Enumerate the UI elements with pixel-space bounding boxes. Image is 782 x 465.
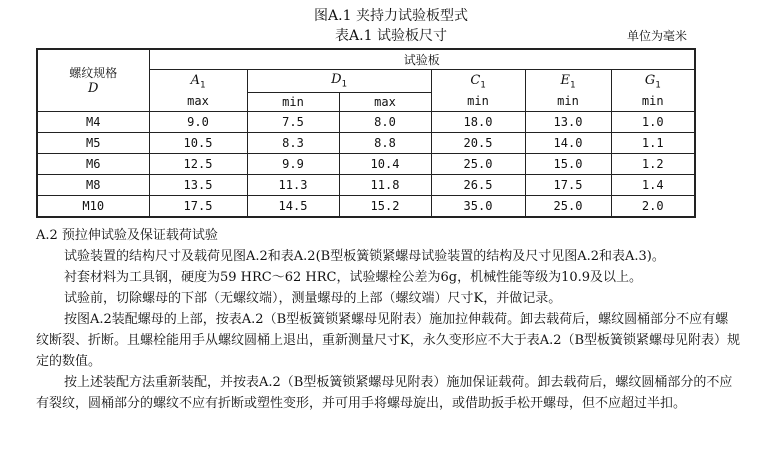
- cell-g: 1.4: [611, 175, 695, 196]
- col-dmin-header: min: [247, 93, 339, 112]
- table-caption: 表A.1 试验板尺寸: [335, 28, 447, 44]
- cell-e: 25.0: [525, 196, 611, 218]
- unit-note: 单位为毫米: [626, 29, 687, 43]
- col-a-header: [149, 70, 247, 112]
- col-c-symbol: C: [470, 72, 481, 88]
- paragraph: 试验前，切除螺母的下部（无螺纹端），测量螺母的上部（螺纹端）尺寸K，并做记录。: [64, 291, 562, 306]
- cell-spec: M5: [37, 133, 149, 154]
- col-e-sub: 1: [570, 80, 576, 91]
- figure-caption: 图A.1 夹持力试验板型式: [314, 8, 468, 24]
- col-g-qual: min: [641, 94, 664, 109]
- spec-header-symbol: D: [88, 80, 99, 96]
- cell-spec: M10: [37, 196, 149, 218]
- paragraph: 试验装置的结构尺寸及载荷见图A.2和表A.2(B型板簧锁紧螺母试验装置的结构及尺寸见图A.2和表A.3)。: [64, 249, 665, 264]
- cell-dmin: 11.3: [247, 175, 339, 196]
- col-d-sub: 1: [341, 79, 347, 90]
- cell-dmax: 15.2: [339, 196, 431, 218]
- cell-spec: M4: [37, 112, 149, 133]
- section-body: [36, 225, 741, 414]
- cell-g: 1.2: [611, 154, 695, 175]
- cell-a: 9.0: [149, 112, 247, 133]
- cell-g: 1.0: [611, 112, 695, 133]
- paragraph: 按图A.2装配螺母的上部，按表A.2（B型板簧锁紧螺母见附表）施加拉伸载荷。卸去载荷后，螺纹圆桶部分不应有螺纹断裂、折断。且螺栓能用手从螺纹圆桶上退出，重新测量尺寸K，永久变形应不大于表A.2（B型板簧锁紧螺母见附表）规定的数值。: [36, 312, 741, 369]
- table-row: [37, 133, 695, 154]
- cell-dmax: 10.4: [339, 154, 431, 175]
- cell-spec: M8: [37, 175, 149, 196]
- col-d-header: [247, 70, 431, 93]
- cell-c: 25.0: [431, 154, 525, 175]
- col-a-sub: 1: [199, 80, 206, 91]
- cell-e: 13.0: [525, 112, 611, 133]
- col-d-symbol: D: [331, 72, 342, 88]
- table-row: [37, 175, 695, 196]
- table-row: [37, 154, 695, 175]
- col-dmax-header: max: [339, 93, 431, 112]
- cell-c: 26.5: [431, 175, 525, 196]
- test-plate-size-table: [36, 48, 696, 218]
- col-c-sub: 1: [480, 80, 486, 91]
- col-a-qual: max: [187, 94, 209, 109]
- cell-e: 17.5: [525, 175, 611, 196]
- cell-dmax: 8.8: [339, 133, 431, 154]
- section-heading: A.2 预拉伸试验及保证载荷试验: [36, 228, 218, 243]
- col-g-sub: 1: [655, 80, 661, 91]
- cell-dmin: 7.5: [247, 112, 339, 133]
- col-c-qual: min: [467, 94, 489, 109]
- cell-c: 35.0: [431, 196, 525, 218]
- spec-header-label: 螺纹规格: [69, 65, 118, 80]
- col-g-header: [611, 70, 695, 112]
- col-e-symbol: E: [560, 72, 571, 88]
- paragraph: 按上述装配方法重新装配，并按表A.2（B型板簧锁紧螺母见附表）施加保证载荷。卸去载荷后，螺纹圆桶部分的不应有裂纹，圆桶部分的螺纹不应有折断或塑性变形，并可用手将螺母旋出，或借助扳手松开螺母，但不应超过半扣。: [36, 375, 733, 411]
- col-a-symbol: A: [190, 72, 200, 88]
- group-header-cell: 试验板: [149, 49, 695, 70]
- cell-a: 17.5: [149, 196, 247, 218]
- paragraph: 衬套材料为工具钢，硬度为59 HRC～62 HRC，试验螺栓公差为6g，机械性能等级为10.9及以上。: [64, 270, 643, 285]
- cell-e: 15.0: [525, 154, 611, 175]
- cell-dmax: 8.0: [339, 112, 431, 133]
- cell-dmin: 14.5: [247, 196, 339, 218]
- cell-g: 1.1: [611, 133, 695, 154]
- table-row: [37, 112, 695, 133]
- cell-dmin: 9.9: [247, 154, 339, 175]
- cell-a: 10.5: [149, 133, 247, 154]
- cell-c: 18.0: [431, 112, 525, 133]
- col-c-header: [431, 70, 525, 112]
- col-e-header: [525, 70, 611, 112]
- col-g-symbol: G: [644, 72, 656, 88]
- cell-dmin: 8.3: [247, 133, 339, 154]
- cell-dmax: 11.8: [339, 175, 431, 196]
- cell-c: 20.5: [431, 133, 525, 154]
- cell-spec: M6: [37, 154, 149, 175]
- col-e-qual: min: [557, 94, 579, 109]
- cell-a: 12.5: [149, 154, 247, 175]
- cell-g: 2.0: [611, 196, 695, 218]
- table-row: [37, 196, 695, 218]
- spec-header-cell: [37, 49, 149, 112]
- cell-e: 14.0: [525, 133, 611, 154]
- cell-a: 13.5: [149, 175, 247, 196]
